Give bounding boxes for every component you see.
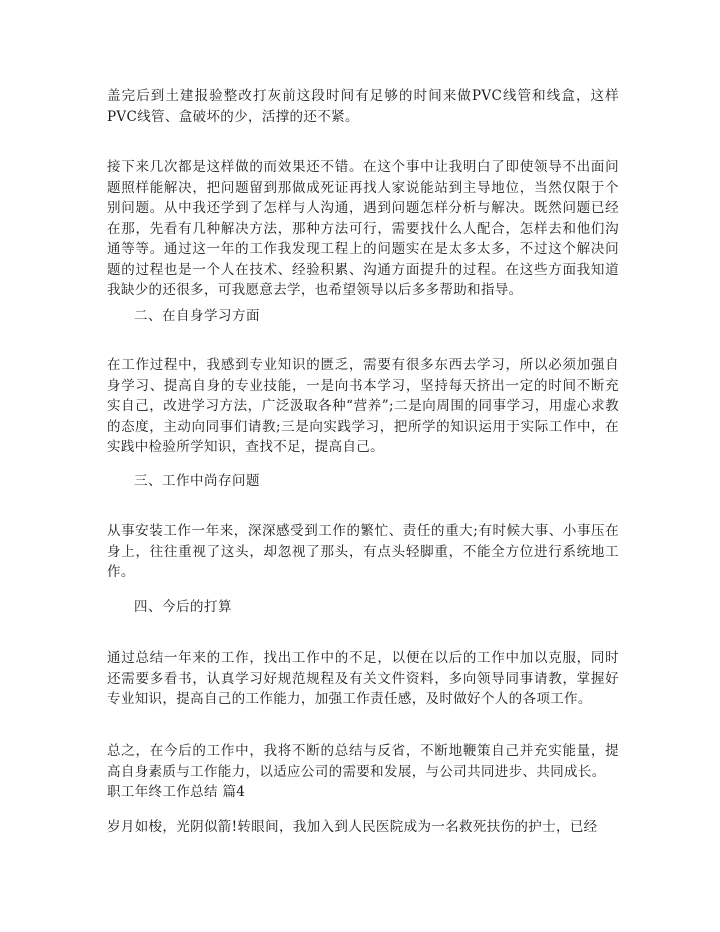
paragraph-future-plans: 通过总结一年来的工作，找出工作中的不足，以便在以后的工作中加以克服，同时还需要多看书，认真学习好规范规程及有关文件资料，多向领导同事请教，掌握好专业知识，提高自己的工作能力，加强工作责任感，及时做好个人的各项工作。: [107, 650, 619, 707]
paragraph-pvc-conduit: 盖完后到土建报验整改打灰前这段时间有足够的时间来做PVC线管和线盒，这样PVC线管、盒破坏的少，活撑的还不紧。: [107, 88, 619, 125]
paragraph-problem-solving: 接下来几次都是这样做的而效果还不错。在这个事中让我明白了即使领导不出面问题照样能解决，把问题留到那做成死证再找人家说能站到主导地位，当然仅限于个别问题。从中我还学到了怎样与人沟通，遇到问题怎样分析与解决。既然问题已经在那，先看有几种解决方法，那种方法可行，需要找什么人配合，怎样去和他们沟通等等。通过这一年的工作我发现工程上的问题实在是太多太多，不过这个解决问题的过程也是一个人在技术、经验积累、沟通方面提升的过程。在这些方面我知道我缺少的还很多，可我愿意去学，也希望领导以后多多帮助和指导。: [107, 159, 619, 298]
paragraph-self-study: 在工作过程中，我感到专业知识的匮乏，需要有很多东西去学习，所以必须加强自身学习、提高自身的专业技能，一是向书本学习，坚持每天挤出一定的时间不断充实自己，改进学习方法，广泛汲取各种“营养”;二是向周围的同事学习，用虚心求教的态度，主动向同事们请教;三是向实践学习，把所学的知识运用于实际工作中，在实践中检验所学知识，查找不足，提高自己。: [107, 357, 619, 455]
paragraph-conclusion: 总之，在今后的工作中，我将不断的总结与反省，不断地鞭策自己并充实能量，提高自身素质与工作能力，以适应公司的需要和发展，与公司共同进步、共同成长。: [107, 743, 619, 780]
heading-self-study: 二、在自身学习方面: [134, 308, 260, 324]
paragraph-nurse-intro: 岁月如梭，光阴似箭!转眼间，我加入到人民医院成为一名救死扶伤的护士，已经: [107, 819, 598, 835]
section-title: 职工年终工作总结 篇4: [107, 784, 246, 800]
heading-future-plans: 四、今后的打算: [134, 599, 232, 615]
paragraph-existing-problems: 从事安装工作一年来，深深感受到工作的繁忙、责任的重大;有时候大事、小事压在身上，往往重视了这头，却忽视了那头，有点头轻脚重，不能全方位进行系统地工作。: [107, 523, 619, 580]
heading-existing-problems: 三、工作中尚存问题: [134, 473, 260, 489]
